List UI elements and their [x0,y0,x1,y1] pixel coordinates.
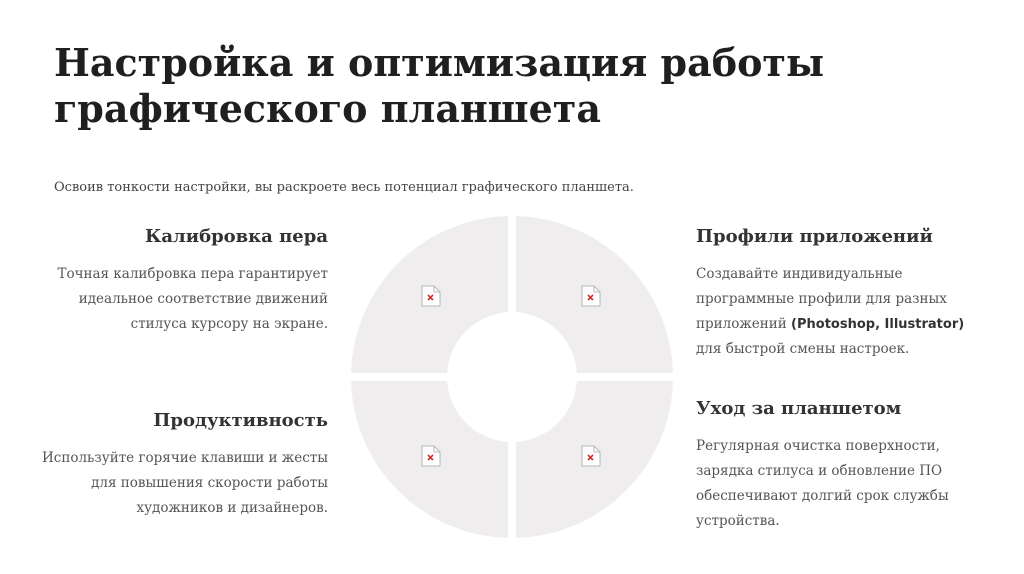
block-profiles-text-end: для быстрой смены настроек. [696,341,910,357]
block-calibration [38,226,328,337]
block-profiles [696,226,986,362]
block-productivity-text: Используйте горячие клавиши и жесты для повышения скорости работы художников и дизайнеров. [42,450,328,516]
broken-image-icon [580,445,602,467]
block-profiles-heading: Профили приложений [696,226,933,247]
broken-image-icon [580,285,602,307]
block-productivity-heading: Продуктивность [153,410,328,431]
block-profiles-text-apps: (Photoshop, Illustrator) [791,317,965,332]
block-profiles-text [696,262,986,362]
block-care-heading: Уход за планшетом [696,398,902,419]
block-calibration-heading: Калибровка пера [145,226,328,247]
broken-image-icon [420,285,442,307]
block-profiles-text-start: Создавайте индивидуальные программные профили для разных приложений [696,266,947,332]
block-calibration-text: Точная калибровка пера гарантирует идеальное соответствие движений стилуса курсору на экране. [57,266,328,332]
broken-image-icon [420,445,442,467]
ring-diagram [350,215,674,539]
block-care-text: Регулярная очистка поверхности, зарядка стилуса и обновление ПО обеспечивают долгий срок службы устройства. [696,438,949,529]
page-subtitle: Освоив тонкости настройки, вы раскроете весь потенциал графического планшета. [54,180,634,195]
block-productivity [38,410,328,521]
page-title: Настройка и оптимизация работы графического планшета [54,40,825,131]
block-care [696,398,986,534]
